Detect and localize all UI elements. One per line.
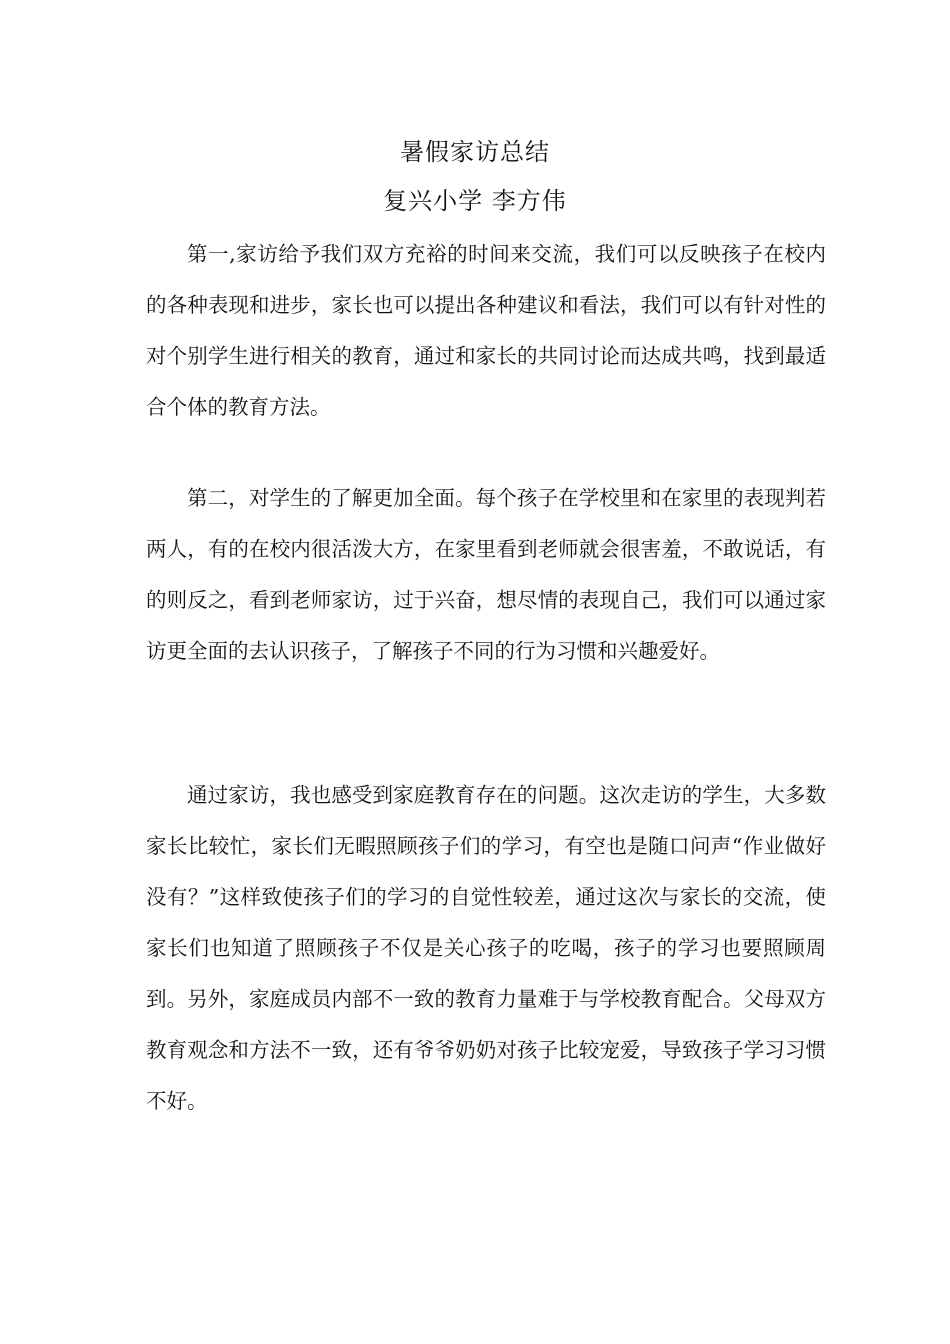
document-title: 暑假家访总结	[400, 138, 550, 166]
document-author: 复兴小学 李方伟	[383, 187, 567, 215]
paragraph-1: 第一,家访给予我们双方充裕的时间来交流，我们可以反映孩子在校内的各种表现和进步，家长也可以提出各种建议和看法，我们可以有针对性的对个别学生进行相关的教育，通过和家长的共同讨论而达成共鸣，找到最适合个体的教育方法。	[146, 242, 826, 419]
paragraph-2: 第二，对学生的了解更加全面。每个孩子在学校里和在家里的表现判若两人，有的在校内很活泼大方，在家里看到老师就会很害羞，不敢说话，有的则反之，看到老师家访，过于兴奋，想尽情的表现自己，我们可以通过家访更全面的去认识孩子，了解孩子不同的行为习惯和兴趣爱好。	[146, 486, 826, 663]
paragraph-3: 通过家访，我也感受到家庭教育存在的问题。这次走访的学生，大多数家长比较忙，家长们无暇照顾孩子们的学习，有空也是随口问声“作业做好没有？”这样致使孩子们的学习的自觉性较差，通过这次与家长的交流，使家长们也知道了照顾孩子不仅是关心孩子的吃喝，孩子的学习也要照顾周到。另外，家庭成员内部不一致的教育力量难于与学校教育配合。父母双方教育观念和方法不一致，还有爷爷奶奶对孩子比较宠爱，导致孩子学习习惯不好。	[146, 783, 826, 1113]
